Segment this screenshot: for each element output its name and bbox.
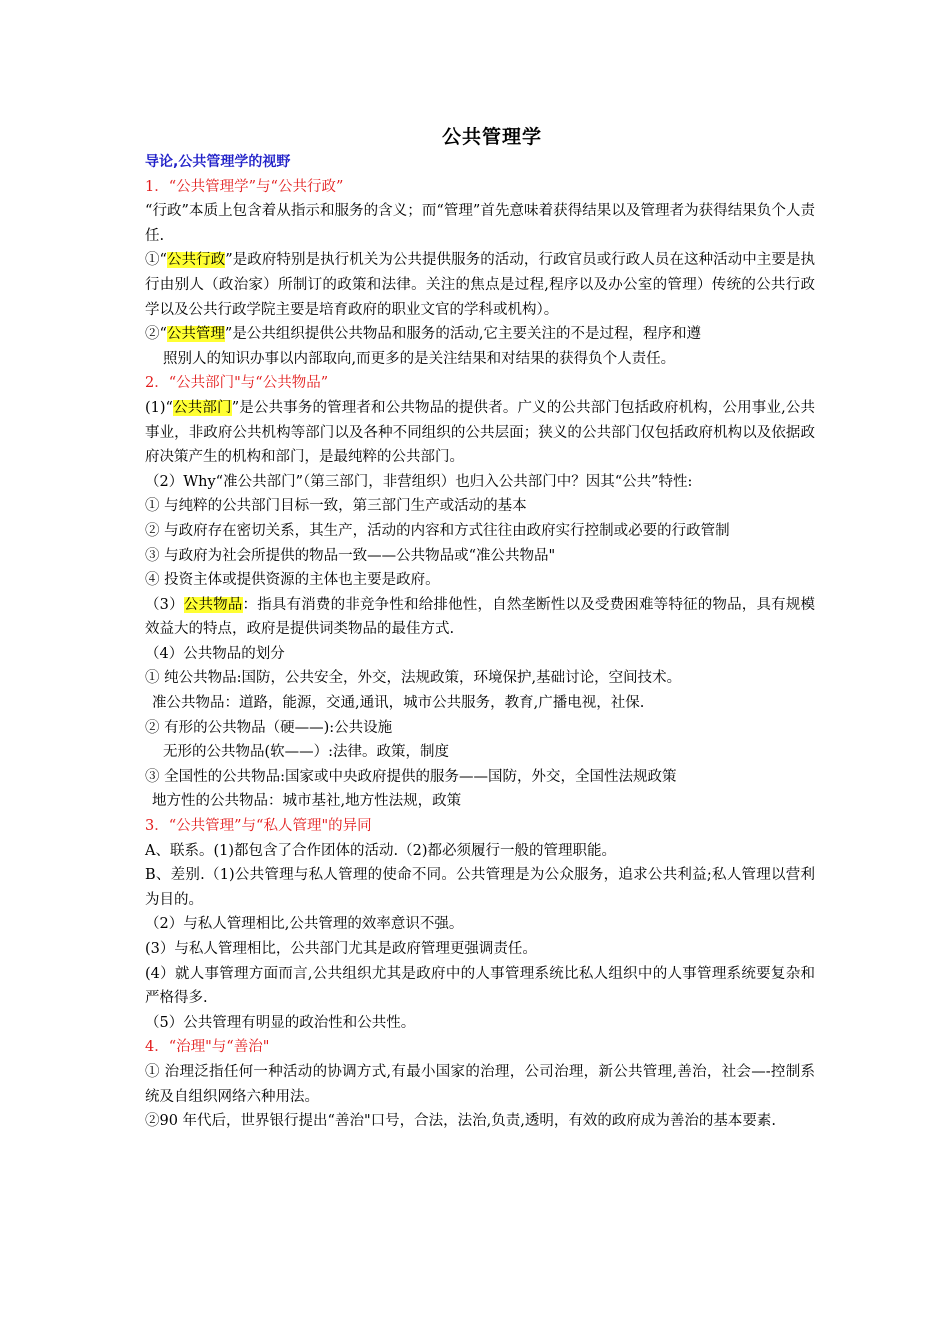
document-title: 公共管理学 (441, 126, 542, 148)
paragraph: ②90 年代后，世界银行提出“善治"口号，合法，法治,负责,透明，有效的政府成为善治的基本要素. (145, 1113, 776, 1130)
section-2-heading: 2．“公共部门"与“公共物品” (145, 375, 329, 392)
marker: （3） (145, 596, 184, 613)
list-item: 准公共物品：道路，能源，交通,通讯，城市公共服务，教育,广播电视，社保. (152, 695, 645, 712)
list-item: ① 与纯粹的公共部门目标一致，第三部门生产或活动的基本 (145, 498, 527, 515)
paragraph: ① 治理泛指任何一种活动的协调方式,有最小国家的治理，公司治理，新公共管理,善治，社会—-控制系统及自组织网络六种用法。 (145, 1063, 815, 1105)
paragraph: B、差别.（1)公共管理与私人管理的使命不同。公共管理是为公众服务，追求公共利益;私人管理以营利为目的。 (145, 867, 815, 908)
list-item: ② 有形的公共物品（硬——):公共设施 (145, 719, 393, 736)
section-3-heading: 3．“公共管理”与“私人管理"的异同 (145, 818, 372, 835)
marker: (1)“ (145, 399, 173, 416)
section-1-intro: “行政”本质上包含着从指示和服务的含义；而“管理”首先意味着获得结果以及管理者为获得结果负个人责任. (145, 203, 815, 244)
paragraph: (4）就人事管理方面而言,公共组织尤其是政府中的人事管理系统比私人组织中的人事管理系统要复杂和严格得多. (145, 965, 815, 1007)
list-item: ③ 与政府为社会所提供的物品一致——公共物品或“准公共物品" (145, 547, 556, 564)
paragraph: （5）公共管理有明显的政治性和公共性。 (145, 1014, 416, 1031)
marker: ②“ (145, 326, 167, 343)
highlighted-term: 公共管理 (166, 326, 225, 343)
definition-text: ”是公共事务的管理者和公共物品的提供者。广义的公共部门包括政府机构，公用事业,公共事业，非政府公共机构等部门以及各种不同组织的公共层面；狭义的公共部门仅包括政府机构以及依据政府决策产生的机构和部门，是最纯粹的公共部门。 (145, 399, 815, 466)
definition-text: ：指具有消费的非竞争性和给排他性，自然垄断性以及受费困难等特征的物品，具有规模效益大的特点，政府是提供词类物品的最佳方式. (145, 596, 815, 638)
list-item: 地方性的公共物品：城市基社,地方性法规，政策 (152, 793, 462, 810)
public-sector-definition (145, 396, 815, 470)
list-item: ③ 全国性的公共物品:国家或中央政府提供的服务——国防，外交，全国性法规政策 (145, 768, 677, 785)
paragraph: (3）与私人管理相比，公共部门尤其是政府管理更强调责任。 (145, 941, 537, 957)
highlighted-term: 公共行政 (166, 252, 226, 269)
paragraph: （2）与私人管理相比,公共管理的效率意识不强。 (145, 916, 464, 933)
public-goods-classification-heading: （4）公共物品的划分 (145, 645, 285, 662)
section-1-heading: 1．“公共管理学”与“公共行政” (145, 178, 344, 195)
paragraph: A、联系。(1)都包含了合作团体的活动.（2)都必须履行一般的管理职能。 (145, 842, 616, 859)
highlighted-term: 公共物品 (183, 596, 243, 613)
list-item: ④ 投资主体或提供资源的主体也主要是政府。 (145, 572, 440, 589)
document-body (145, 150, 815, 1134)
section-4-heading: 4．“治理"与“善治" (145, 1039, 270, 1056)
list-item: ① 纯公共物品:国防，公共安全，外交，法规政策，环境保护,基础讨论，空间技术。 (145, 670, 682, 687)
public-administration-definition (145, 248, 815, 322)
public-goods-definition (145, 593, 815, 642)
list-item: ② 与政府存在密切关系，其生产，活动的内容和方式往往由政府实行控制或必要的行政管制 (145, 522, 730, 539)
quasi-public-sector-question: （2）Why“准公共部门”（第三部门，非营组织）也归入公共部门中？因其“公共”特性: (145, 473, 693, 490)
chapter-subtitle: 导论,公共管理学的视野 (145, 154, 291, 170)
definition-text: ”是政府特别是执行机关为公共提供服务的活动，行政官员或行政人员在这种活动中主要是执行由别人（政治家）所制订的政策和法律。关注的焦点是过程,程序以及办公室的管理）传统的公共行政学以及公共行政学院主要是培育政府的职业文官的学科或机构）。 (145, 252, 816, 318)
list-item: 无形的公共物品(软——）:法律。政策，制度 (163, 744, 450, 761)
marker: ①“ (145, 252, 167, 269)
definition-text: ”是公共组织提供公共物品和服务的活动,它主要关注的不是过程，程序和遵 (224, 326, 701, 343)
public-management-definition (145, 322, 815, 347)
public-management-definition-cont: 照别人的知识办事以内部取向,而更多的是关注结果和对结果的获得负个人责任。 (163, 350, 676, 367)
highlighted-term: 公共部门 (172, 399, 232, 416)
